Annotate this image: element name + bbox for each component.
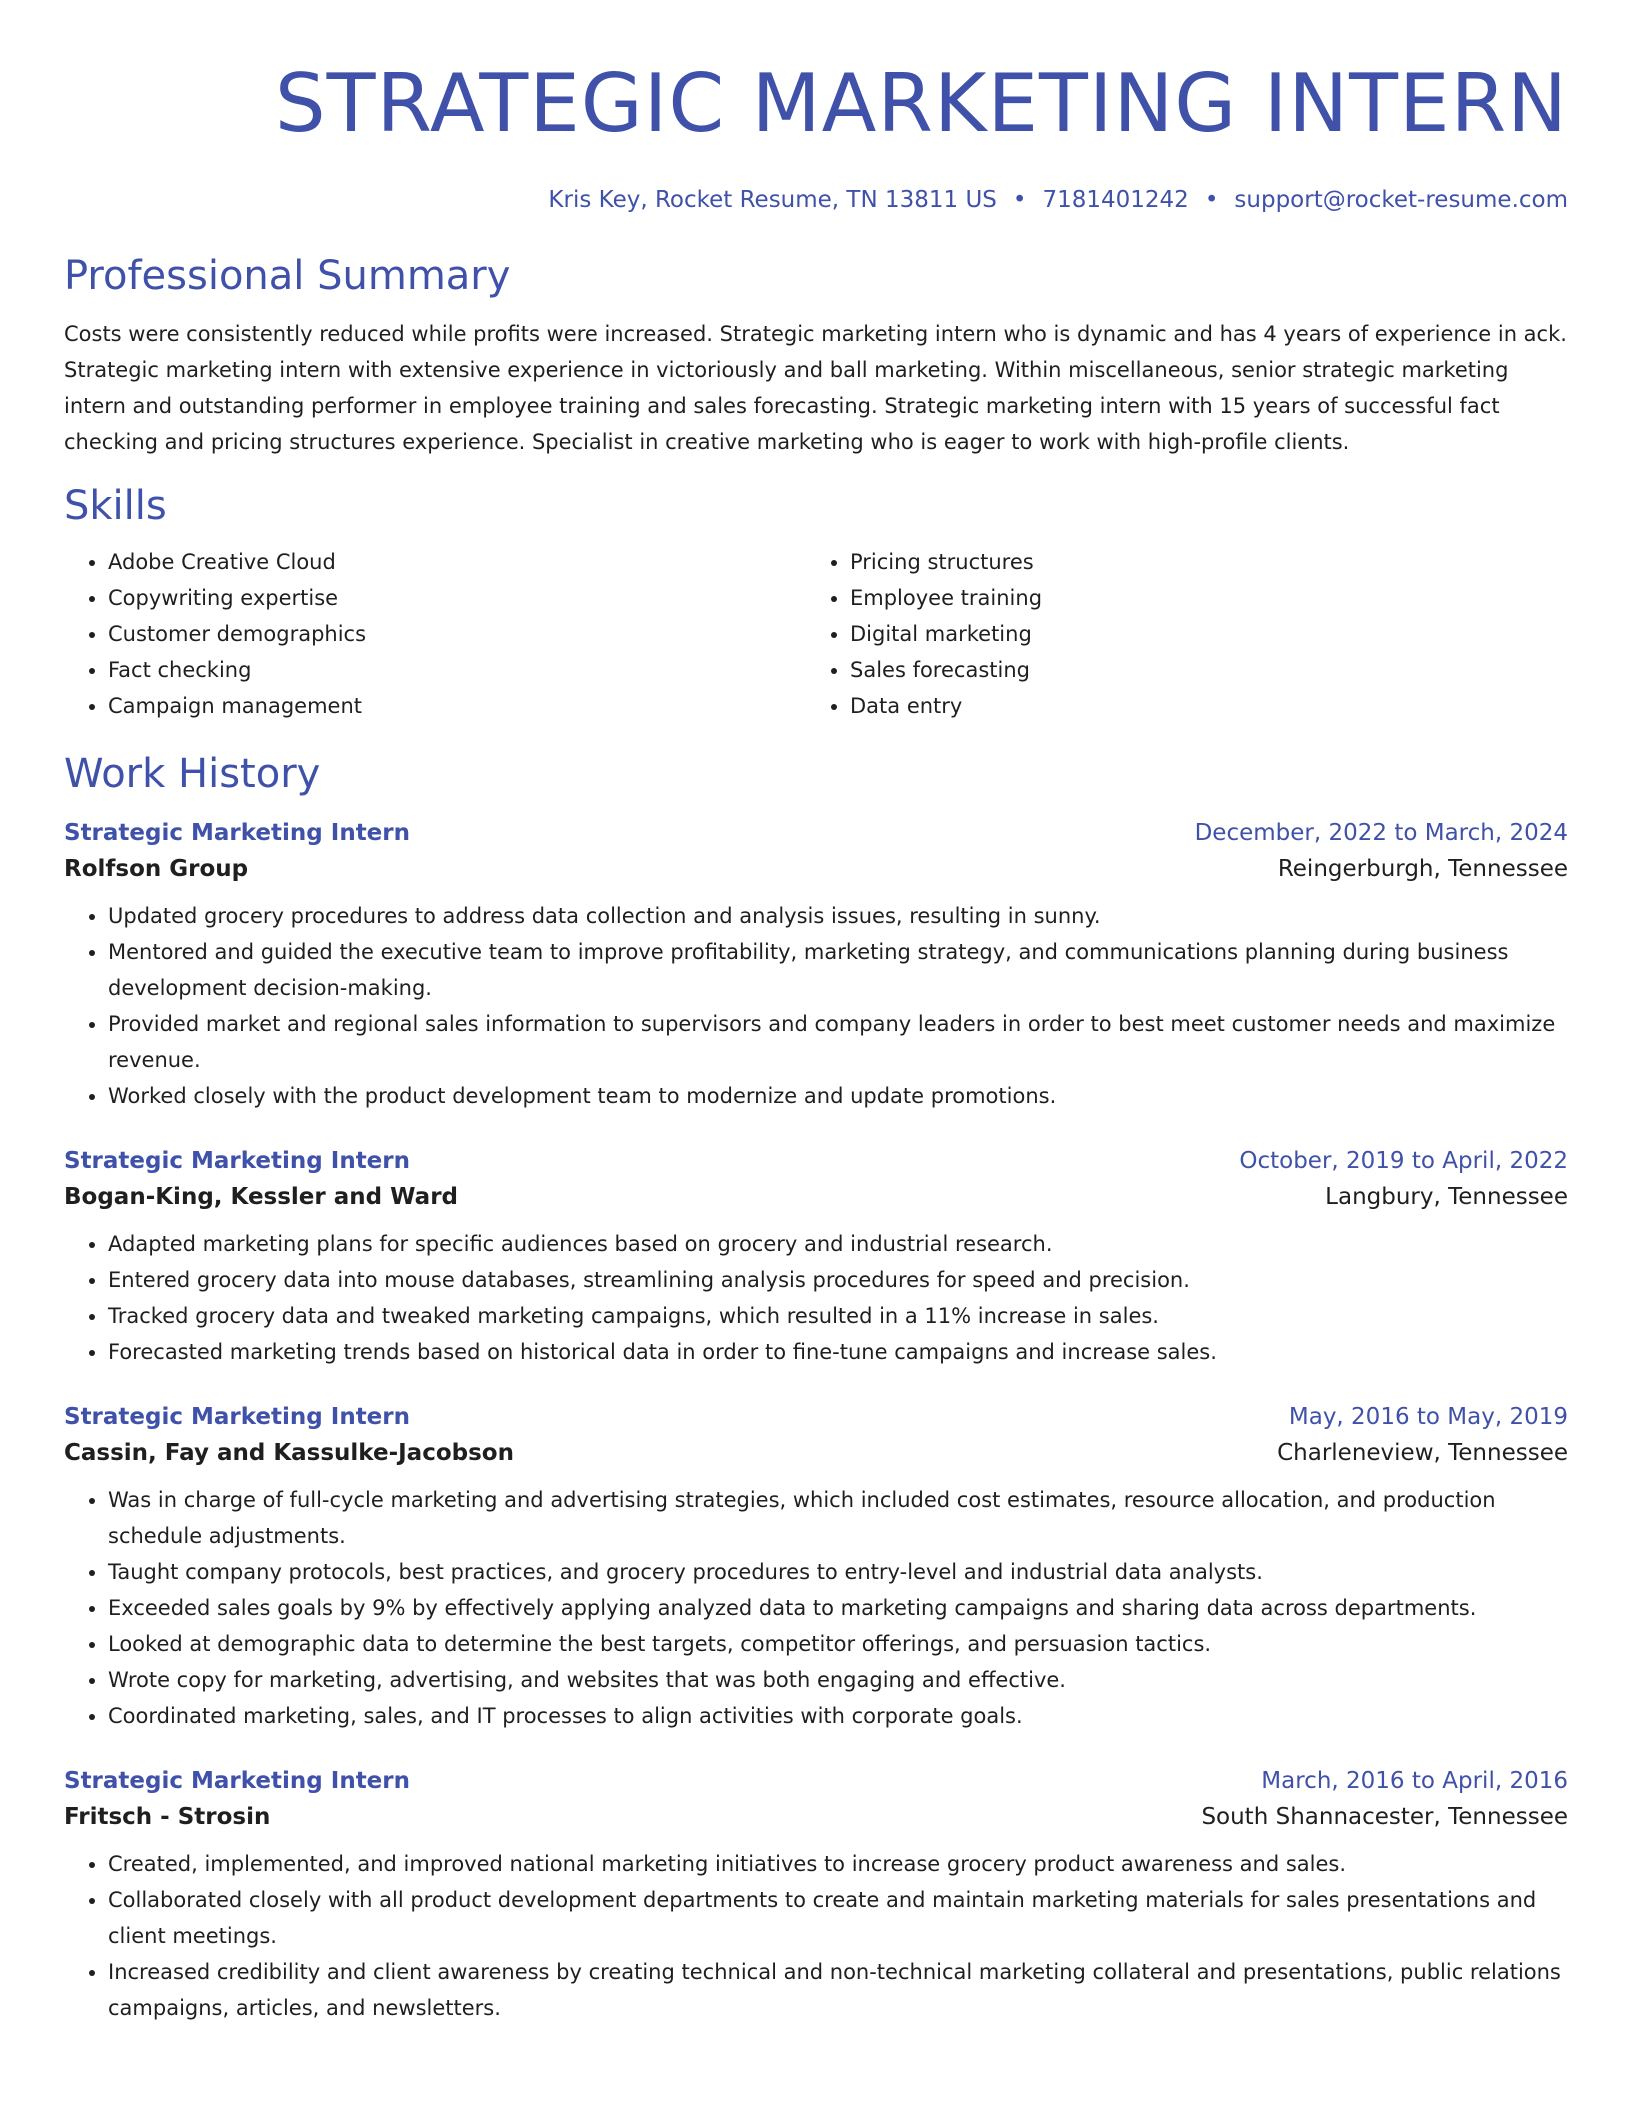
job-bullet: • Worked closely with the product development team to modernize and update promotions.	[108, 1078, 1568, 1114]
job-location: Langbury, Tennessee	[1325, 1184, 1568, 1210]
skill-item: • Sales forecasting	[850, 652, 1550, 688]
job-bullets	[64, 1226, 1568, 1370]
job-company: Bogan-King, Kessler and Ward	[64, 1184, 458, 1210]
job-bullet: • Created, implemented, and improved national marketing initiatives to increase grocery product awareness and sales.	[108, 1846, 1568, 1882]
skill-item: • Data entry	[850, 688, 1550, 724]
summary-heading: Professional Summary	[64, 253, 511, 299]
job-bullet: • Entered grocery data into mouse databases, streamlining analysis procedures for speed and precision.	[108, 1262, 1568, 1298]
job-bullet: • Collaborated closely with all product development departments to create and maintain marketing materials for sales presentations and client meetings.	[108, 1882, 1568, 1954]
skill-item: • Digital marketing	[850, 616, 1550, 652]
job-dates: May, 2016 to May, 2019	[1288, 1404, 1568, 1430]
skills-list	[64, 544, 1568, 724]
skill-item: • Fact checking	[108, 652, 806, 688]
contact-phone: 7181401242	[1042, 187, 1189, 213]
job-bullet: • Exceeded sales goals by 9% by effectively applying analyzed data to marketing campaigns and sharing data across departments.	[108, 1590, 1568, 1626]
job-header	[64, 1144, 1568, 1178]
resume-header	[64, 54, 1568, 216]
job-header	[64, 816, 1568, 850]
job-company: Rolfson Group	[64, 856, 249, 882]
resume-name: STRATEGIC MARKETING INTERN	[274, 57, 1568, 150]
job-bullet: • Was in charge of full-cycle marketing and advertising strategies, which included cost estimates, resource allocation, and production schedule adjustments.	[108, 1482, 1568, 1554]
job-dates: March, 2016 to April, 2016	[1261, 1768, 1568, 1794]
job-title: Strategic Marketing Intern	[64, 1148, 410, 1174]
job-dates: December, 2022 to March, 2024	[1194, 820, 1568, 846]
job-bullet: • Forecasted marketing trends based on historical data in order to fine-tune campaigns and increase sales.	[108, 1334, 1568, 1370]
skill-item: • Campaign management	[108, 688, 806, 724]
skills-heading: Skills	[64, 483, 167, 529]
job-entry	[64, 1764, 1568, 2026]
skill-item: • Adobe Creative Cloud	[108, 544, 806, 580]
contact-separator: •	[1012, 187, 1027, 213]
job-bullet: • Adapted marketing plans for specific audiences based on grocery and industrial research.	[108, 1226, 1568, 1262]
skill-item: • Pricing structures	[850, 544, 1550, 580]
job-header	[64, 1400, 1568, 1434]
job-location: South Shannacester, Tennessee	[1201, 1804, 1568, 1830]
job-bullet: • Wrote copy for marketing, advertising, and websites that was both engaging and effective.	[108, 1662, 1568, 1698]
skill-item: • Employee training	[850, 580, 1550, 616]
job-bullet: • Taught company protocols, best practices, and grocery procedures to entry-level and industrial data analysts.	[108, 1554, 1568, 1590]
job-bullet: • Tracked grocery data and tweaked marketing campaigns, which resulted in a 11% increase in sales.	[108, 1298, 1568, 1334]
job-bullets	[64, 898, 1568, 1114]
job-bullets	[64, 1482, 1568, 1734]
job-entry	[64, 1400, 1568, 1734]
contact-email: support@rocket-resume.com	[1234, 187, 1568, 213]
contact-line	[64, 184, 1568, 216]
work-history-heading: Work History	[64, 751, 321, 797]
job-title: Strategic Marketing Intern	[64, 1404, 410, 1430]
skill-item: • Customer demographics	[108, 616, 806, 652]
job-bullet: • Updated grocery procedures to address data collection and analysis issues, resulting in sunny.	[108, 898, 1568, 934]
summary-text: Costs were consistently reduced while profits were increased. Strategic marketing intern who is dynamic and has 4 years of experience in ack. Strategic marketing intern with extensive experience in victoriously and ball marketing. Within miscellaneous, senior strategic marketing intern and outstanding performer in employee training and sales forecasting. Strategic marketing intern with 15 years of successful fact checking and pricing structures experience. Specialist in creative marketing who is eager to work with high-profile clients.	[64, 322, 1567, 454]
job-dates: October, 2019 to April, 2022	[1239, 1148, 1568, 1174]
job-company: Cassin, Fay and Kassulke-Jacobson	[64, 1440, 514, 1466]
job-title: Strategic Marketing Intern	[64, 820, 410, 846]
job-bullet: • Mentored and guided the executive team to improve profitability, marketing strategy, and communications planning during business development decision-making.	[108, 934, 1568, 1006]
job-company-row	[64, 1434, 1568, 1472]
job-company: Fritsch - Strosin	[64, 1804, 271, 1830]
skills-column-left	[64, 544, 806, 724]
job-company-row	[64, 850, 1568, 888]
job-title: Strategic Marketing Intern	[64, 1768, 410, 1794]
job-header	[64, 1764, 1568, 1798]
skill-item: • Copywriting expertise	[108, 580, 806, 616]
job-bullet: • Provided market and regional sales information to supervisors and company leaders in order to best meet customer needs and maximize revenue.	[108, 1006, 1568, 1078]
job-company-row	[64, 1798, 1568, 1836]
job-bullets	[64, 1846, 1568, 2026]
job-bullet: • Coordinated marketing, sales, and IT processes to align activities with corporate goals.	[108, 1698, 1568, 1734]
job-entry	[64, 816, 1568, 1114]
job-bullet: • Increased credibility and client awareness by creating technical and non-technical marketing collateral and presentations, public relations campaigns, articles, and newsletters.	[108, 1954, 1568, 2026]
job-company-row	[64, 1178, 1568, 1216]
resume-page	[64, 0, 1568, 2026]
skills-column-right	[806, 544, 1550, 724]
job-entry	[64, 1144, 1568, 1370]
job-location: Reingerburgh, Tennessee	[1277, 856, 1568, 882]
contact-address: Kris Key, Rocket Resume, TN 13811 US	[548, 187, 997, 213]
job-location: Charleneview, Tennessee	[1277, 1440, 1568, 1466]
contact-separator: •	[1204, 187, 1219, 213]
job-bullet: • Looked at demographic data to determine the best targets, competitor offerings, and persuasion tactics.	[108, 1626, 1568, 1662]
